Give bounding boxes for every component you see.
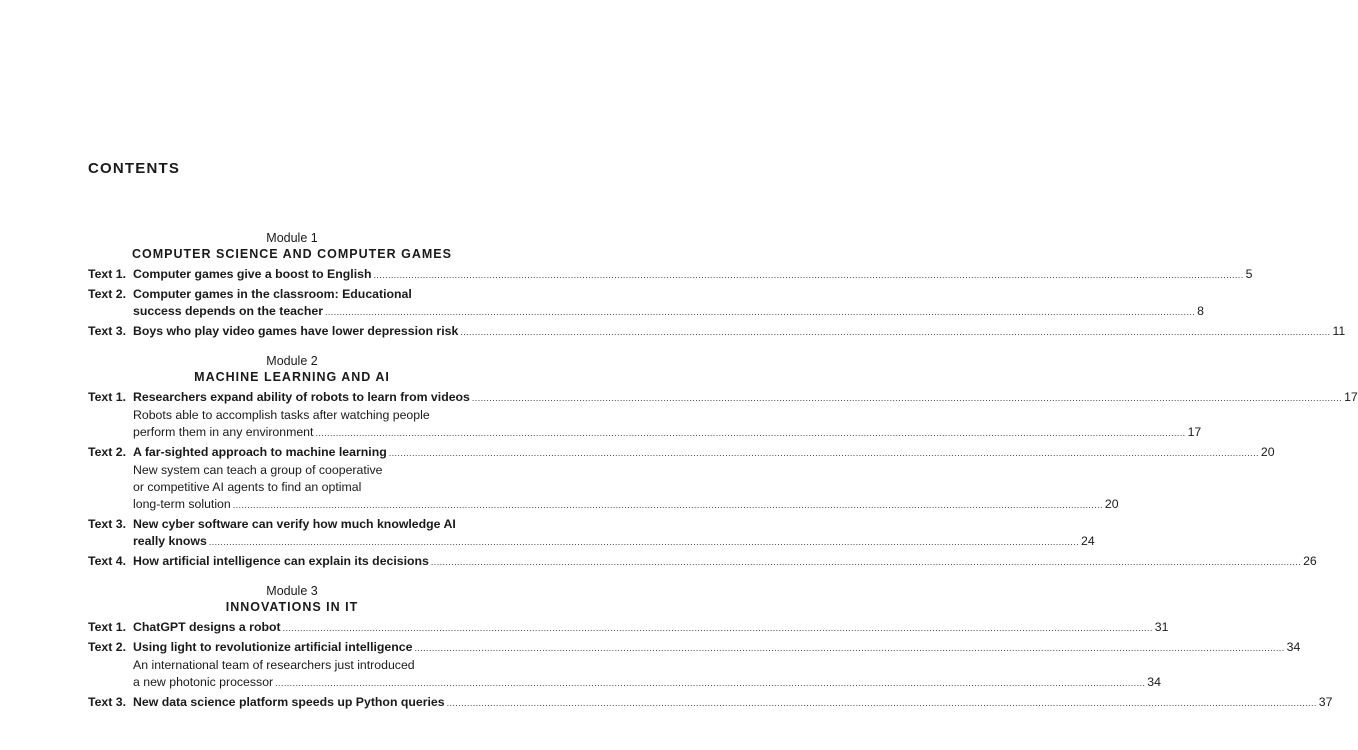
toc-entry[interactable] [88,444,1275,514]
page-number: 34 [1147,675,1161,689]
module-title: MACHINE LEARNING AND AI [194,370,390,384]
toc-entry[interactable] [88,389,1358,442]
entry-label: Text 3. [88,695,127,709]
dot-leader: ............................................................................................................................................................................................................................................................................................................ [208,537,1079,547]
module-number: Module 2 [266,354,318,368]
page-number: 37 [1318,695,1333,709]
page-number: 5 [1245,267,1253,281]
entry-text: Robots able to accomplish tasks after watching people [133,408,430,422]
entry-text: New data science platform speeds up Python queries [133,695,445,709]
entry-text: An international team of researchers just introduced [133,658,415,672]
entry-text: Boys who play video games have lower depression risk [133,324,459,338]
entry-text: New cyber software can verify how much knowledge AI [133,517,456,531]
module-title: COMPUTER SCIENCE AND COMPUTER GAMES [132,247,452,261]
toc-entry[interactable] [88,694,1333,712]
page-title: CONTENTS [88,160,181,177]
toc-entry[interactable] [88,266,1253,284]
page-number: 17 [1344,390,1358,404]
dot-leader: ............................................................................................................................................................................................................................................................................................................ [388,448,1259,458]
page-number: 24 [1080,534,1095,548]
page-number: 26 [1303,554,1317,568]
entry-text: New system can teach a group of cooperative [133,463,383,477]
entry-text: Computer games give a boost to English [133,267,372,281]
entry-subtitle-line [133,496,1119,514]
entry-label: Text 2. [88,445,127,459]
entry-body [133,323,1346,341]
entry-text: ChatGPT designs a robot [133,620,281,634]
page-number: 20 [1260,445,1275,459]
toc-entry[interactable] [88,323,1346,341]
dot-leader: ............................................................................................................................................................................................................................................................................................................ [446,698,1317,708]
dot-leader: ............................................................................................................................................................................................................................................................................................................ [471,393,1343,403]
entry-text: Computer games in the classroom: Educational [133,287,412,301]
entry-title-line [133,619,1169,637]
page-number: 17 [1187,425,1202,439]
entry-body [133,553,1317,571]
dot-leader: ............................................................................................................................................................................................................................................................................................................ [325,307,1196,317]
entry-body [133,619,1169,637]
entry-label: Text 2. [88,640,127,654]
page-number: 34 [1286,640,1301,654]
entry-text: or competitive AI agents to find an optimal [133,480,362,494]
entry-text: really knows [133,534,207,548]
table-of-contents [88,230,1358,724]
toc-entry[interactable] [88,639,1301,692]
dot-leader: ............................................................................................................................................................................................................................................................................................................ [282,623,1153,633]
module-title: INNOVATIONS IN IT [225,600,359,614]
entry-subtitle-line [133,674,1161,692]
module-2 [88,353,1358,571]
entry-body [133,694,1333,712]
entry-text: long-term solution [133,497,231,511]
dot-leader: ............................................................................................................................................................................................................................................................................................................ [460,327,1331,337]
page-number: 11 [1332,324,1346,338]
dot-leader: ............................................................................................................................................................................................................................................................................................................ [373,270,1244,280]
toc-entry[interactable] [88,286,1204,321]
entry-subtitle-line [133,424,1202,442]
entry-title-line [133,303,1204,321]
entry-text: a new photonic processor [133,675,274,689]
entry-text: success depends on the teacher [133,304,323,318]
entry-body [133,389,1358,442]
entry-label: Text 3. [88,324,127,338]
entry-label: Text 1. [88,267,127,281]
dot-leader: ............................................................................................................................................................................................................................................................................................................ [232,500,1103,510]
entry-title-line [133,389,1358,407]
dot-leader: ............................................................................................................................................................................................................................................................................................................ [414,643,1285,653]
entry-body [133,639,1301,692]
entry-label: Text 4. [88,554,127,568]
module-number: Module 3 [266,584,318,598]
entry-title-line [133,553,1317,571]
entry-body [133,266,1253,284]
entry-label: Text 3. [88,517,127,531]
dot-leader: ............................................................................................................................................................................................................................................................................................................ [430,557,1302,567]
entry-subtitle-line [133,462,496,479]
entry-title-line [133,516,496,533]
entry-body [133,516,1095,551]
page-number: 8 [1197,304,1204,318]
toc-entry[interactable] [88,516,1095,551]
entry-title-line [133,639,1301,657]
toc-entry[interactable] [88,619,1169,637]
entry-label: Text 1. [88,620,127,634]
entry-title-line [133,323,1346,341]
entry-title-line [133,694,1333,712]
page-number: 20 [1104,497,1119,511]
entry-text: A far-sighted approach to machine learning [133,445,387,459]
entry-text: Researchers expand ability of robots to learn from videos [133,390,470,404]
entry-subtitle-line [133,657,496,674]
entry-subtitle-line [133,479,496,496]
entry-body [133,286,1204,321]
module-number: Module 1 [266,231,318,245]
entry-title-line [133,266,1253,284]
module-3 [88,583,1333,712]
entry-title-line [133,533,1095,551]
toc-entry[interactable] [88,553,1317,571]
entry-text: Using light to revolutionize artificial intelligence [133,640,413,654]
entry-title-line [133,444,1275,462]
dot-leader: ............................................................................................................................................................................................................................................................................................................ [315,428,1186,438]
page-number: 31 [1154,620,1169,634]
entry-label: Text 1. [88,390,127,404]
entry-text: How artificial intelligence can explain its decisions [133,554,429,568]
entry-label: Text 2. [88,287,127,301]
entry-text: perform them in any environment [133,425,314,439]
entry-subtitle-line [133,407,496,424]
module-1 [88,230,1346,341]
dot-leader: ............................................................................................................................................................................................................................................................................................................ [275,678,1146,688]
entry-title-line [133,286,496,303]
entry-body [133,444,1275,514]
